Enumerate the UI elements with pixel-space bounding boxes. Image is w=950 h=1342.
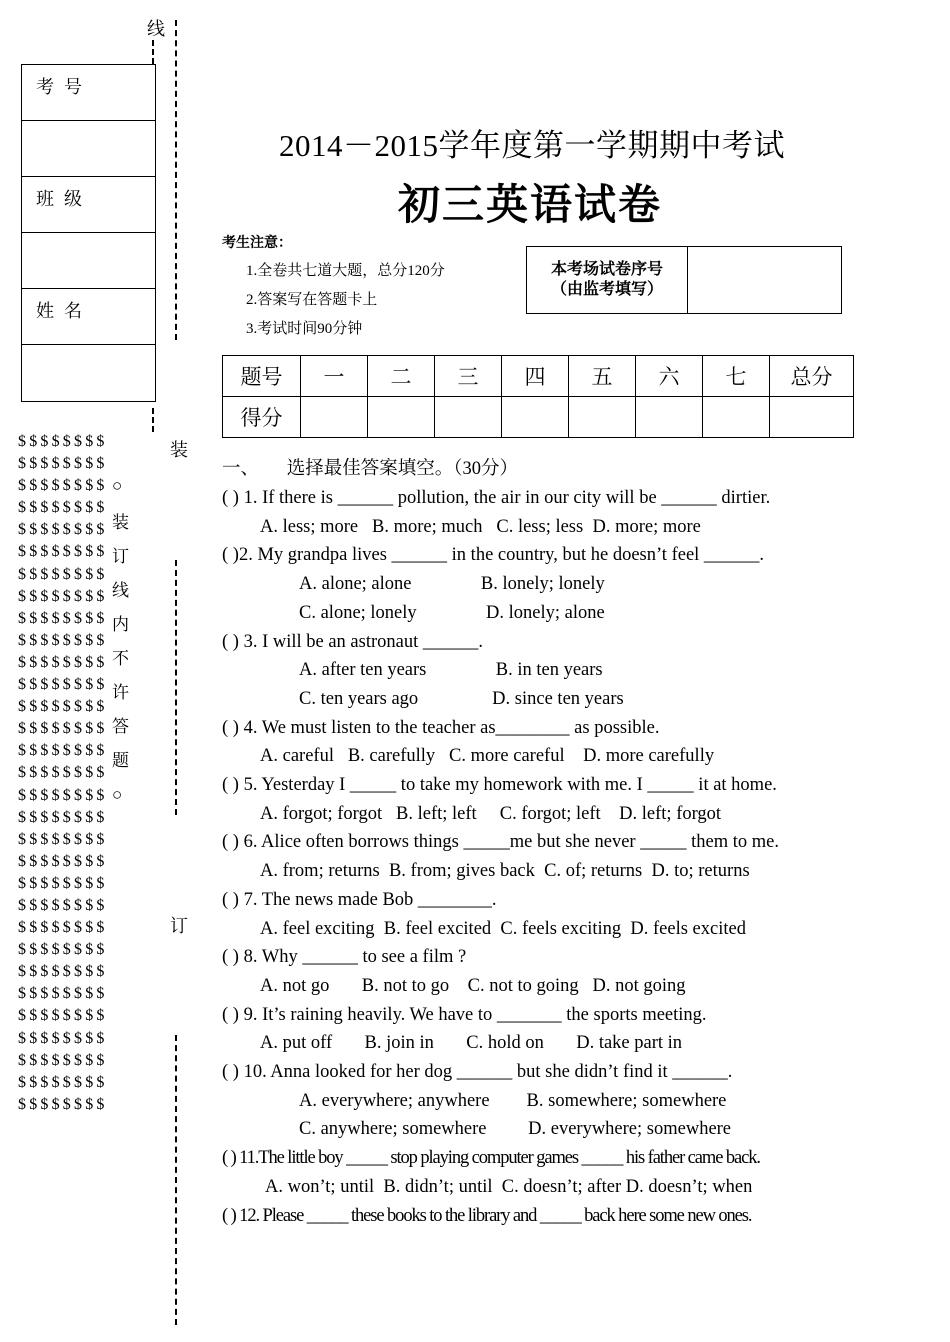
dollar-row: $$$$$$$$ — [18, 433, 108, 450]
dollar-row: $$$$$$$$ — [18, 455, 108, 473]
score-cell[interactable] — [636, 397, 703, 438]
question-text: ( ) 1. If there is ______ pollution, the air in our city will be ______ dirtier. — [222, 488, 771, 508]
score-cell[interactable] — [770, 397, 854, 438]
score-header-row — [223, 356, 854, 397]
binding-dashed-line-bottom — [175, 1035, 177, 1325]
dollar-row: $$$$$$$$ — [18, 1029, 108, 1047]
question-text: ( )2. My grandpa lives ______ in the country, but he doesn’t feel ______. — [222, 545, 765, 566]
dollar-row: $$$$$$$$ — [18, 985, 108, 1003]
score-row-label: 得分 — [223, 397, 301, 438]
dollar-row: $$$$$$$$ — [18, 587, 108, 605]
exam-title: 2014－2015学年度第一学期期中考试 — [279, 128, 785, 163]
dollar-row: $$$$$$$$ — [18, 653, 108, 671]
score-column-header: 总分 — [770, 356, 854, 397]
exam-number-label: 考号 — [22, 65, 155, 121]
note-item: 2.答案写在答题卡上 — [246, 292, 378, 308]
seat-number-box — [526, 246, 842, 314]
score-cell[interactable] — [502, 397, 569, 438]
seal-char: 答 — [112, 717, 129, 736]
dollar-row: $$$$$$$$ — [18, 941, 108, 959]
dollar-row: $$$$$$$$ — [18, 499, 108, 517]
score-column-header: 一 — [301, 356, 368, 397]
question-text: ( ) 8. Why ______ to see a film ? — [222, 947, 467, 968]
dollar-row: $$$$$$$$ — [18, 919, 108, 937]
seal-char: 题 — [112, 751, 129, 770]
dollar-row: $$$$$$$$ — [18, 1073, 108, 1091]
answer-options: A. after ten years B. in ten years — [299, 660, 603, 681]
question-text: ( ) 10. Anna looked for her dog ______ but she didn’t find it ______. — [222, 1062, 733, 1082]
answer-options: A. forgot; forgot B. left; left C. forgot; left D. left; forgot — [260, 803, 722, 824]
note-item: 1.全卷共七道大题，总分120分 — [246, 263, 445, 279]
dollar-row: $$$$$$$$ — [18, 477, 108, 495]
seal-char: 装 — [112, 513, 129, 532]
question-text: ( ) 5. Yesterday I _____ to take my homework with me. I _____ it at home. — [222, 775, 777, 795]
score-cell[interactable] — [368, 397, 435, 438]
score-column-header: 四 — [502, 356, 569, 397]
binding-dashed-line-mid — [175, 560, 177, 815]
seal-char: 不 — [112, 649, 129, 668]
seat-number-label: 本考场试卷序号 （由监考填写） — [527, 247, 688, 313]
answer-options: A. alone; alone B. lonely; lonely — [299, 574, 605, 595]
answer-options: A. not go B. not to go C. not to going D. not going — [260, 975, 686, 996]
score-column-header: 五 — [569, 356, 636, 397]
score-cell[interactable] — [569, 397, 636, 438]
answer-options: A. won’t; until B. didn’t; until C. doesn’t; after D. doesn’t; when — [265, 1176, 753, 1197]
dollar-filler-column — [18, 431, 108, 1116]
question-text: ( ) 3. I will be an astronaut ______. — [222, 631, 483, 652]
score-column-header: 二 — [368, 356, 435, 397]
dollar-row: $$$$$$$$ — [18, 543, 108, 561]
question-text: ( ) 4. We must listen to the teacher as________ as possible. — [222, 717, 660, 738]
notes-heading: 考生注意： — [222, 235, 292, 251]
score-cell[interactable] — [435, 397, 502, 438]
score-cell[interactable] — [703, 397, 770, 438]
answer-options: A. from; returns B. from; gives back C. of; returns D. to; returns — [260, 861, 750, 882]
dollar-row: $$$$$$$$ — [18, 676, 108, 694]
dollar-row: $$$$$$$$ — [18, 631, 108, 649]
dollar-row: $$$$$$$$ — [18, 609, 108, 627]
dollar-row: $$$$$$$$ — [18, 720, 108, 738]
answer-options: C. ten years ago D. since ten years — [299, 688, 624, 709]
question-text: ( ) 9. It’s raining heavily. We have to _______ the sports meeting. — [222, 1004, 707, 1025]
dollar-row: $$$$$$$$ — [18, 808, 108, 826]
dollar-row: $$$$$$$$ — [18, 565, 108, 583]
question-text: ( ) 6. Alice often borrows things _____me but she never _____ them to me. — [222, 832, 779, 853]
section-1-heading: 一、 选择最佳答案填空。（30分） — [222, 459, 519, 479]
dollar-row: $$$$$$$$ — [18, 963, 108, 981]
seal-char: 订 — [112, 547, 129, 566]
answer-options: C. anywhere; somewhere D. everywhere; somewhere — [299, 1119, 732, 1140]
note-item: 3.考试时间90分钟 — [246, 321, 363, 337]
dollar-row: $$$$$$$$ — [18, 521, 108, 539]
seal-char: ○ — [112, 785, 123, 804]
binding-zhuang-label: 装 — [170, 440, 188, 460]
dollar-row: $$$$$$$$ — [18, 1007, 108, 1025]
answer-options: A. everywhere; anywhere B. somewhere; somewhere — [299, 1090, 727, 1111]
question-text: ( ) 11.The little boy _____ stop playing computer games _____ his father came back. — [222, 1148, 760, 1169]
answer-options: A. careful B. carefully C. more careful D. more carefully — [260, 746, 715, 767]
dollar-row: $$$$$$$$ — [18, 698, 108, 716]
dollar-row: $$$$$$$$ — [18, 1095, 108, 1113]
seal-char: 线 — [112, 581, 129, 600]
dollar-row: $$$$$$$$ — [18, 786, 108, 804]
score-column-header: 六 — [636, 356, 703, 397]
name-field[interactable] — [22, 345, 155, 401]
score-column-header: 三 — [435, 356, 502, 397]
binding-dashed-stub-2 — [152, 408, 154, 432]
dollar-row: $$$$$$$$ — [18, 830, 108, 848]
answer-options: A. put off B. join in C. hold on D. take part in — [260, 1033, 683, 1054]
dollar-row: $$$$$$$$ — [18, 852, 108, 870]
seal-char: 许 — [112, 683, 129, 702]
seal-char: ○ — [112, 476, 123, 495]
dollar-row: $$$$$$$$ — [18, 1051, 108, 1069]
score-row-label: 题号 — [223, 356, 301, 397]
answer-options: C. alone; lonely D. lonely; alone — [299, 602, 605, 623]
class-label: 班级 — [22, 177, 155, 233]
binding-ding-label: 订 — [170, 916, 188, 936]
seat-number-field[interactable] — [688, 247, 841, 313]
dollar-row: $$$$$$$$ — [18, 874, 108, 892]
question-text: ( ) 12. Please _____ these books to the library and _____ back here some new ones. — [222, 1205, 752, 1226]
dollar-row: $$$$$$$$ — [18, 896, 108, 914]
dollar-row: $$$$$$$$ — [18, 742, 108, 760]
class-field[interactable] — [22, 233, 155, 289]
score-table — [222, 355, 854, 438]
question-text: ( ) 7. The news made Bob ________. — [222, 889, 497, 910]
answer-options: A. feel exciting B. feel excited C. feels exciting D. feels excited — [260, 918, 746, 939]
binding-dashed-stub — [152, 40, 154, 64]
binding-line-label: 线 — [147, 19, 165, 39]
student-info-box — [21, 64, 156, 402]
seal-char: 内 — [112, 615, 129, 634]
exam-subtitle: 初三英语试卷 — [397, 180, 662, 229]
score-column-header: 七 — [703, 356, 770, 397]
dollar-row: $$$$$$$$ — [18, 764, 108, 782]
score-value-row — [223, 397, 854, 438]
answer-options: A. less; more B. more; much C. less; less D. more; more — [260, 516, 701, 537]
score-cell[interactable] — [301, 397, 368, 438]
name-label: 姓名 — [22, 289, 155, 345]
